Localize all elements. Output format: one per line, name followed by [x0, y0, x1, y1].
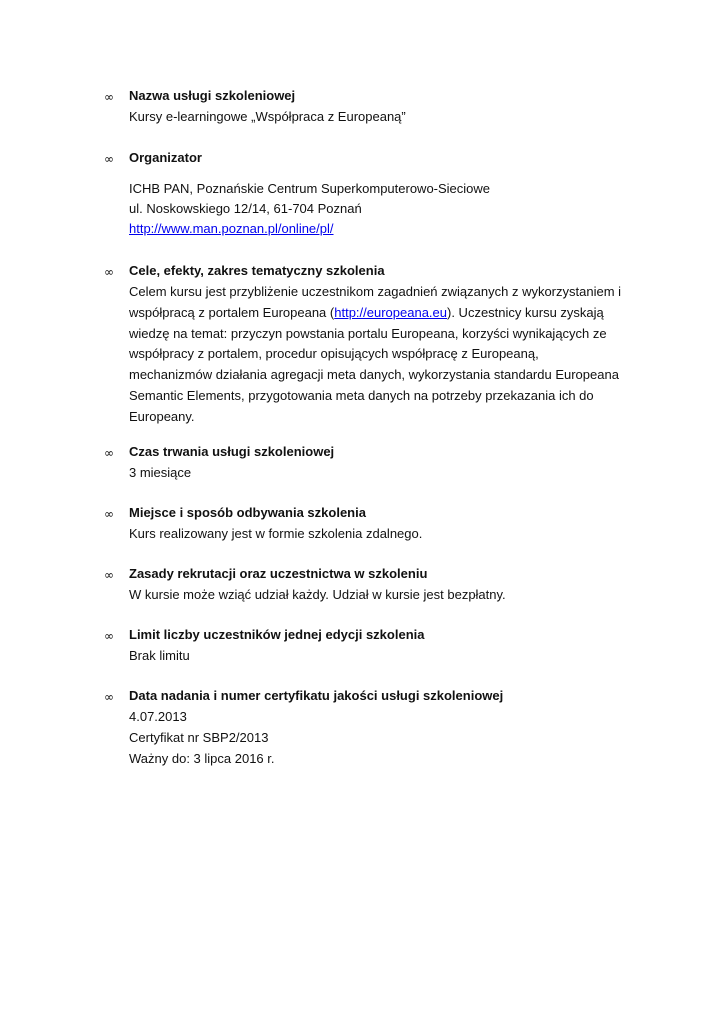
section-heading: Miejsce i sposób odbywania szkolenia — [129, 505, 366, 520]
section-body — [129, 707, 649, 769]
section-body — [129, 282, 649, 428]
section-heading: Zasady rekrutacji oraz uczestnictwa w szkoleniu — [129, 566, 428, 581]
body-line: Ważny do: 3 lipca 2016 r. — [129, 750, 275, 766]
body-line: 4.07.2013 — [129, 709, 187, 724]
section-heading: Nazwa usługi szkoleniowej — [129, 88, 296, 103]
section-body — [129, 107, 649, 128]
body-text: ). Uczestnicy kursu zyskają — [447, 304, 604, 320]
body-line: ICHB PAN, Poznańskie Centrum Superkomputerowo-Sieciowe — [129, 181, 491, 196]
europeana-link[interactable]: http://europeana.eu — [334, 304, 447, 320]
bullet-icon: ∞ — [104, 568, 114, 582]
body-line: 3 miesiące — [129, 465, 192, 480]
section-heading: Czas trwania usługi szkoleniowej — [129, 444, 335, 459]
body-line: Europeany. — [129, 408, 195, 424]
bullet-icon: ∞ — [104, 152, 114, 166]
body-line: Kurs realizowany jest w formie szkolenia zdalnego. — [129, 526, 423, 541]
body-line: Brak limitu — [129, 648, 190, 663]
bullet-icon: ∞ — [104, 90, 114, 104]
section-body — [129, 463, 649, 484]
body-line — [129, 303, 649, 324]
section-heading: Organizator — [129, 150, 202, 165]
body-line: Certyfikat nr SBP2/2013 — [129, 729, 269, 745]
section-heading: Cele, efekty, zakres tematyczny szkolenia — [129, 263, 385, 278]
body-line: mechanizmów działania agregacji meta danych, wykorzystania standardu Europeana — [129, 367, 619, 383]
body-line-link-wrapper — [129, 219, 649, 239]
body-line: ul. Noskowskiego 12/14, 61-704 Poznań — [129, 201, 362, 216]
bullet-icon: ∞ — [104, 507, 114, 521]
body-line: Semantic Elements, przygotowania meta danych na potrzeby przekazania ich do — [129, 387, 594, 403]
section-body — [129, 585, 649, 606]
body-line: W kursie może wziąć udział każdy. Udział w kursie jest bezpłatny. — [129, 587, 506, 602]
section-body — [129, 646, 649, 667]
bullet-icon: ∞ — [104, 629, 114, 643]
section-heading: Data nadania i numer certyfikatu jakości usługi szkoleniowej — [129, 688, 504, 703]
body-line: współpracy z portalem, procedur opisujących współpracę z Europeaną, — [129, 346, 539, 362]
bullet-icon: ∞ — [104, 690, 114, 704]
organizer-website-link[interactable]: http://www.man.poznan.pl/online/pl/ — [129, 221, 334, 236]
body-text: współpracą z portalem Europeana ( — [129, 304, 335, 320]
section-heading: Limit liczby uczestników jednej edycji szkolenia — [129, 627, 425, 642]
section-body — [129, 524, 649, 545]
body-line: Kursy e-learningowe „Współpraca z Europeaną” — [129, 109, 406, 124]
section-body — [129, 179, 649, 239]
body-line: Celem kursu jest przybliżenie uczestnikom zagadnień związanych z wykorzystaniem i — [129, 284, 622, 299]
bullet-icon: ∞ — [104, 265, 114, 279]
body-line: wiedzę na temat: przyczyn powstania portalu Europeana, korzyści wynikających ze — [129, 325, 607, 341]
bullet-icon: ∞ — [104, 446, 114, 460]
